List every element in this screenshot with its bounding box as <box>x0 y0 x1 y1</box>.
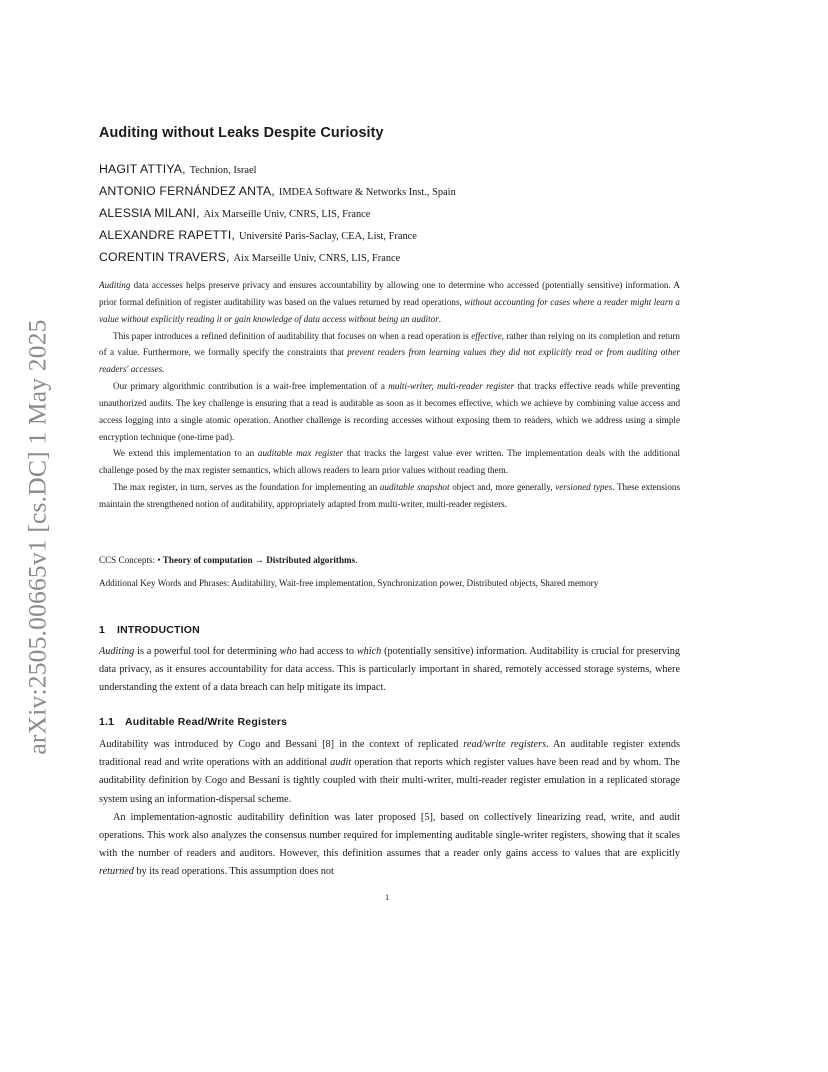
keywords: Additional Key Words and Phrases: Auditability, Wait-free implementation, Synchronization power, Distributed objects, Shared memory <box>99 578 599 588</box>
author-line <box>99 160 256 178</box>
author-name: ALEXANDRE RAPETTI, <box>99 228 235 242</box>
author-line <box>99 248 400 266</box>
author-name: HAGIT ATTIYA, <box>99 162 186 176</box>
abstract-paragraph: Our primary algorithmic contribution is a wait-free implementation of a multi-writer, multi-reader register that tracks effective reads while preventing unauthorized audits. The key challenge is ensuring that a read is auditable as soon as it becomes effective, which we achieve by combining value access and access logging into a single atomic operation. Another challenge is recording accesses without exposing them to readers, which we address using a simple encryption technique (one-time pad). <box>99 381 680 442</box>
author-affiliation: Technion, Israel <box>189 165 257 176</box>
arxiv-id-text: arXiv:2505.00665v1 [cs.DC] 1 May 2025 <box>23 319 52 755</box>
author-name: ALESSIA MILANI, <box>99 206 200 220</box>
author-affiliation: Aix Marseille Univ, CNRS, LIS, France <box>233 253 401 264</box>
abstract-paragraph: We extend this implementation to an auditable max register that tracks the largest value ever written. The implementation deals with the additional challenge posed by the max register semantics, which allows readers to learn prior values without reading them. <box>99 448 680 476</box>
abstract <box>99 277 680 513</box>
page-number: 1 <box>385 892 390 902</box>
abstract-paragraph: The max register, in turn, serves as the foundation for implementing an auditable snapshot object and, more generally, versioned types. These extensions maintain the strengthened notion of auditability, appropriately adapted from multi-writer, multi-reader registers. <box>99 482 681 509</box>
arxiv-identifier-stamp <box>18 302 58 772</box>
author-line <box>99 226 417 244</box>
ccs-concepts: CCS Concepts: • Theory of computation → Distributed algorithms. <box>99 555 358 565</box>
author-line <box>99 204 370 222</box>
subsection-body <box>99 736 680 882</box>
author-name: CORENTIN TRAVERS, <box>99 250 230 264</box>
author-name: ANTONIO FERNÁNDEZ ANTA, <box>99 184 275 198</box>
body-paragraph: Auditability was introduced by Cogo and Bessani [8] in the context of replicated read/write registers. An auditable register extends traditional read and write operations with an additional audit operation that reports which register values have been read and by whom. The auditability definition by Cogo and Bessani is tightly coupled with their multi-writer, multi-reader register emulation in a replicated storage system using an information-dispersal scheme. <box>99 739 680 805</box>
abstract-paragraph: Auditing data accesses helps preserve privacy and ensures accountability by allowing one to determine who accessed (potentially sensitive) information. A prior formal definition of register auditability was based on the values returned by read operations, without accounting for cases where a reader might learn a value without explicitly reading it or gain knowledge of data access without being an auditor. <box>99 280 680 324</box>
paper-title: Auditing without Leaks Despite Curiosity <box>99 125 384 141</box>
body-paragraph: Auditing is a powerful tool for determining who had access to which (potentially sensitive) information. Auditability is crucial for preserving data privacy, as it ensures accountability for data access. This is particularly important in shared, remotely accessed storage systems, where understanding the extent of a data breach can help mitigate its impact. <box>99 646 680 694</box>
author-affiliation: IMDEA Software & Networks Inst., Spain <box>278 187 456 198</box>
subsection-heading-auditable-registers: 1.1 Auditable Read/Write Registers <box>99 716 288 728</box>
abstract-paragraph: This paper introduces a refined definition of auditability that focuses on when a read operation is effective, rather than relying on its completion and return of a value. Furthermore, we formally specify the constraints that prevent readers from learning values they did not explicitly read or from auditing other readers' accesses. <box>99 330 680 375</box>
author-line <box>99 182 456 200</box>
author-affiliation: Aix Marseille Univ, CNRS, LIS, France <box>203 209 371 220</box>
body-paragraph: An implementation-agnostic auditability definition was later proposed [5], based on collectively linearizing read, write, and audit operations. This work also analyzes the consensus number required for implementing auditable single-writer registers, showing that it scales with the number of readers and auditors. However, this definition assumes that a reader only gains access to values that are explicitly returned by its read operations. This assumption does not <box>99 811 680 878</box>
introduction-body <box>99 643 680 698</box>
author-affiliation: Université Paris-Saclay, CEA, List, France <box>238 231 417 242</box>
section-heading-introduction: 1 INTRODUCTION <box>99 624 200 636</box>
